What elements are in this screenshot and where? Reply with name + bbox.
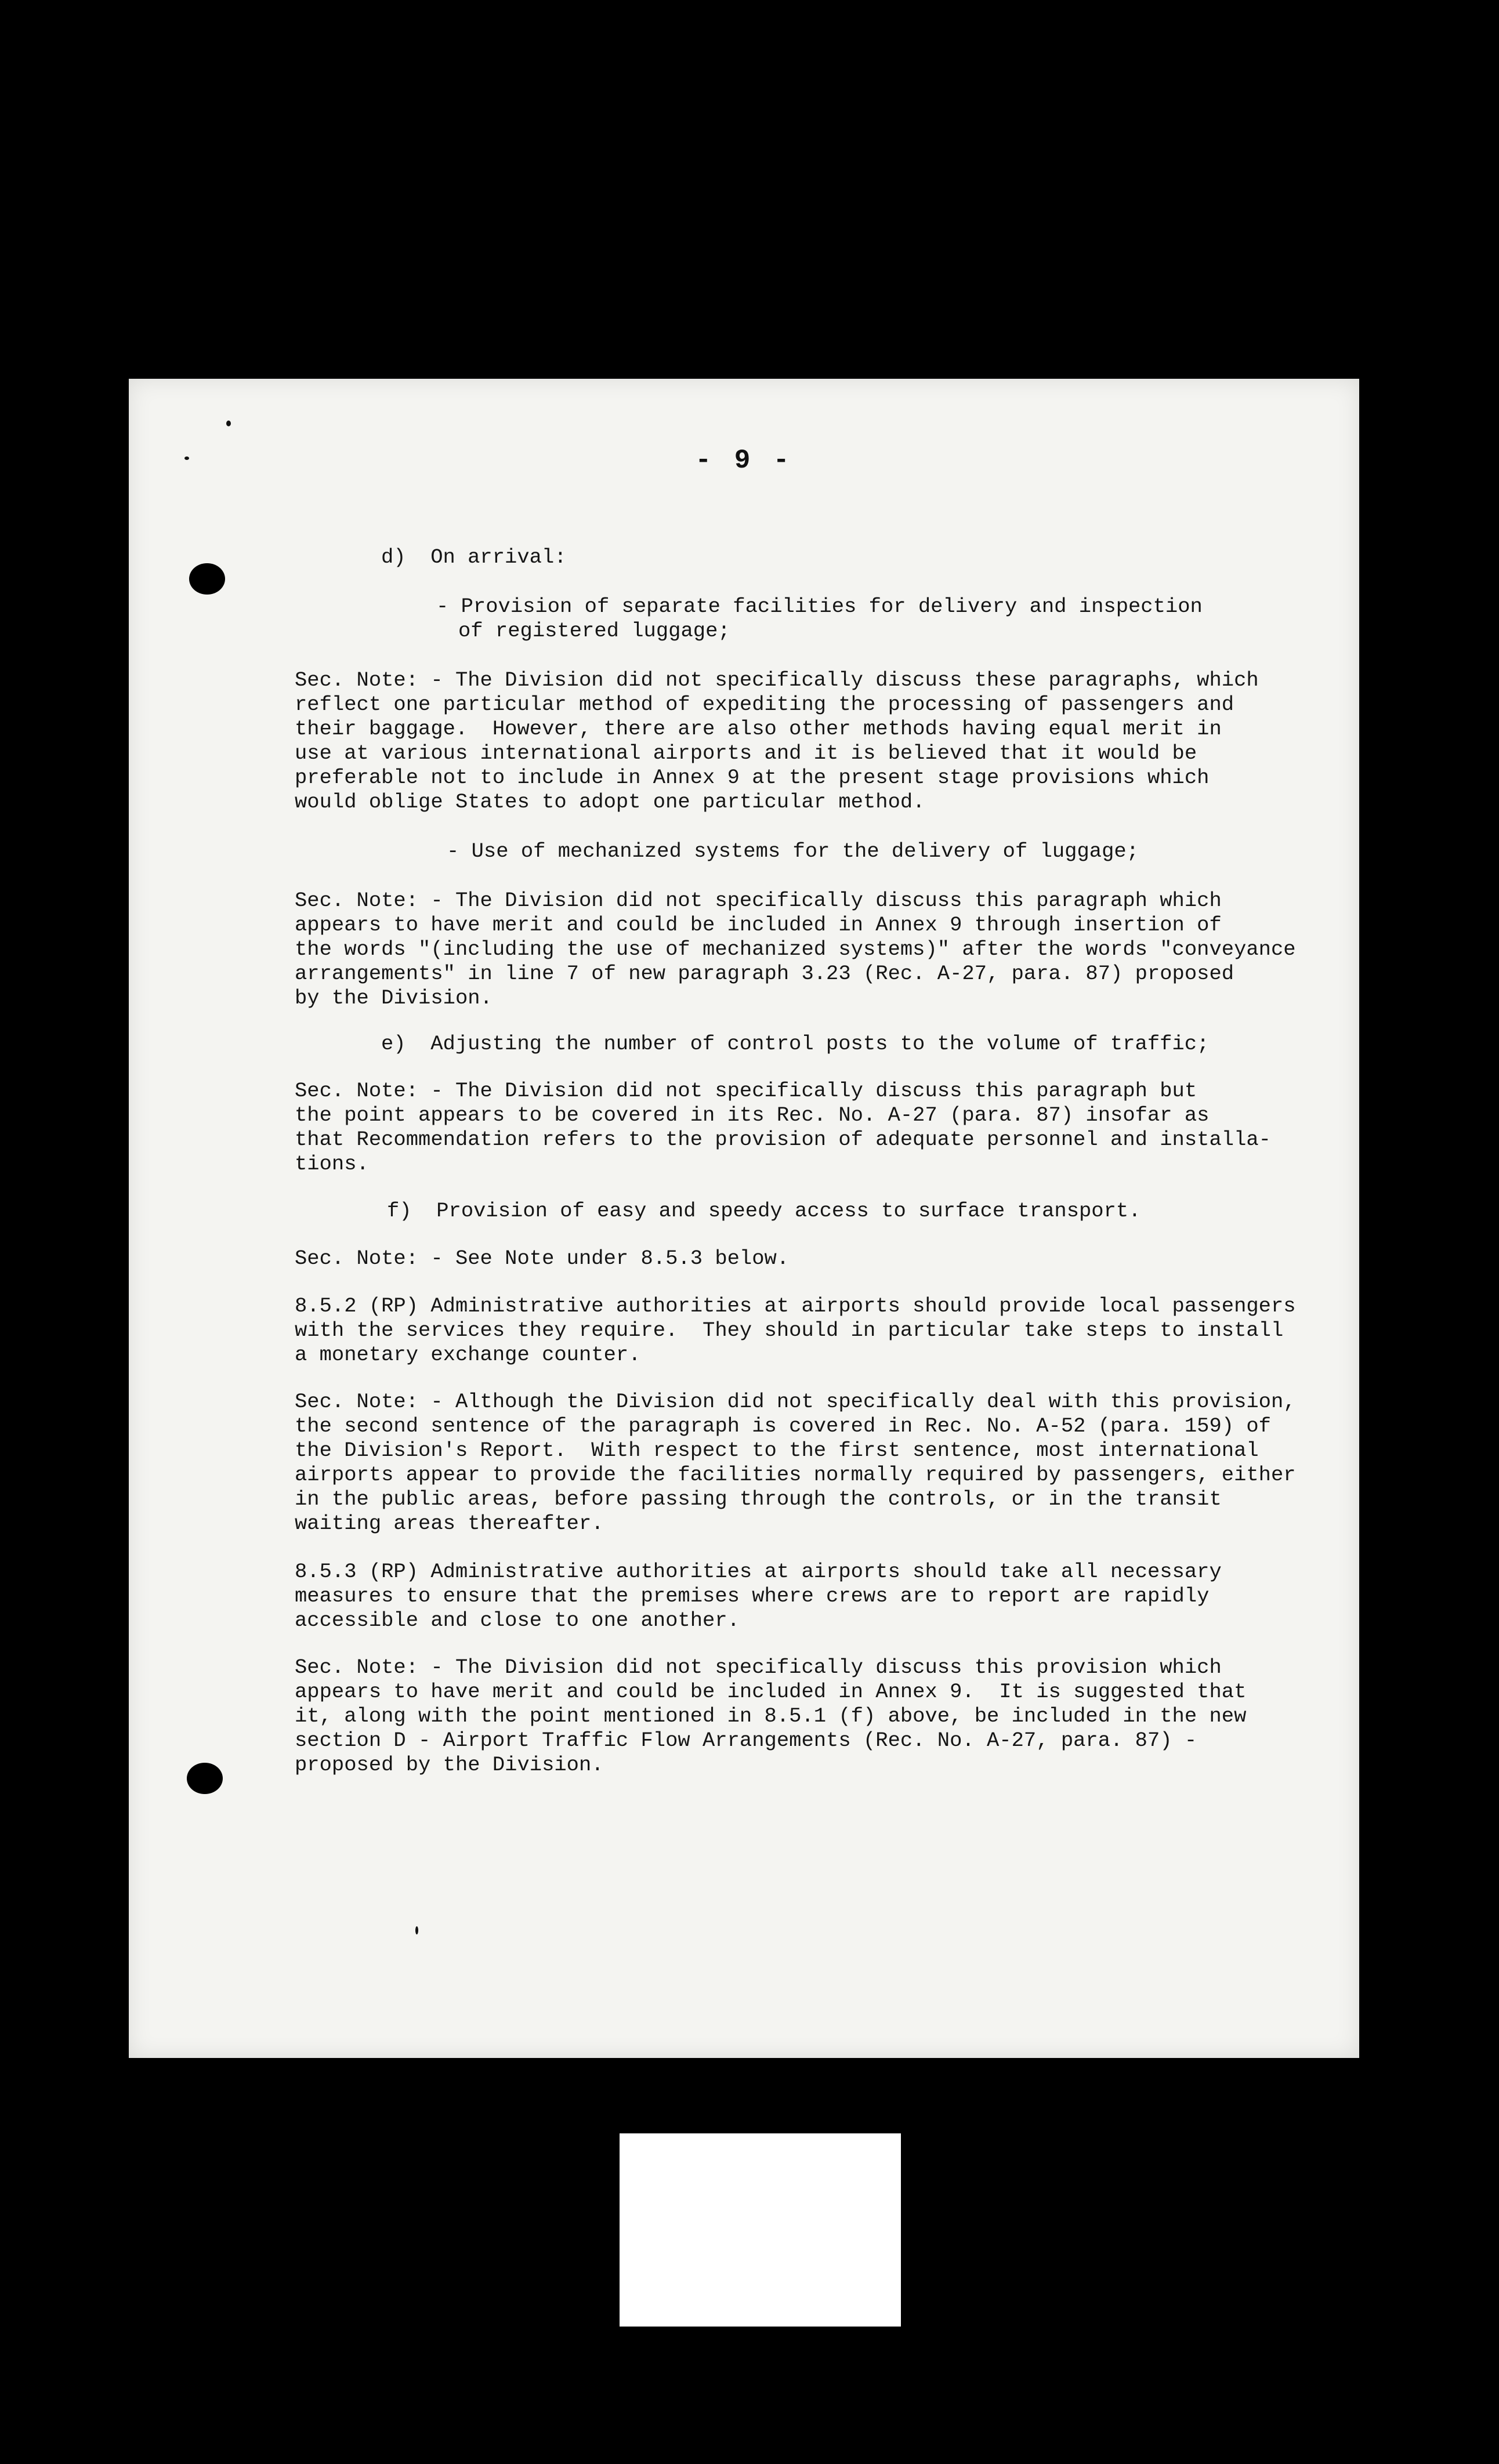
note-line: airports appear to provide the facilities normally required by passengers, either <box>295 1463 1296 1487</box>
note-line: the words "(including the use of mechanized systems)" after the words "conveyance <box>295 937 1296 961</box>
note-line: waiting areas thereafter. <box>295 1512 604 1535</box>
note-line: Sec. Note: - Although the Division did not specifically deal with this provision, <box>295 1390 1296 1414</box>
note-line: would oblige States to adopt one particular method. <box>295 790 925 814</box>
note-line: tions. <box>295 1152 369 1176</box>
note-line: Sec. Note: - The Division did not specifically discuss this paragraph but <box>295 1079 1197 1103</box>
note-line: it, along with the point mentioned in 8.5.1 (f) above, be included in the new <box>295 1704 1247 1728</box>
section-d-item2: - Use of mechanized systems for the delivery of luggage; <box>447 839 1139 863</box>
note-line: section D - Airport Traffic Flow Arrangements (Rec. No. A-27, para. 87) - <box>295 1729 1197 1752</box>
note-line: Sec. Note: - The Division did not specifically discuss these paragraphs, which <box>295 668 1259 692</box>
note-line: appears to have merit and could be included in Annex 9 through insertion of <box>295 913 1222 937</box>
note-line: Sec. Note: - The Division did not specifically discuss this paragraph which <box>295 889 1222 912</box>
note-line: the second sentence of the paragraph is covered in Rec. No. A-52 (para. 159) of <box>295 1414 1271 1438</box>
note-line: proposed by the Division. <box>295 1753 604 1777</box>
note-line: the Division's Report. With respect to the first sentence, most international <box>295 1438 1259 1462</box>
section-d-heading: d) On arrival: <box>381 545 567 569</box>
note-line: that Recommendation refers to the provision of adequate personnel and installa- <box>295 1128 1271 1151</box>
paragraph-line: accessible and close to one another. <box>295 1608 740 1632</box>
paragraph-line: 8.5.3 (RP) Administrative authorities at airports should take all necessary <box>295 1560 1222 1584</box>
paragraph-line: with the services they require. They should in particular take steps to install <box>295 1318 1284 1342</box>
paragraph-line: measures to ensure that the premises where crews are to report are rapidly <box>295 1584 1210 1608</box>
paper-speck <box>226 421 231 426</box>
note-line: their baggage. However, there are also other methods having equal merit in <box>295 717 1222 741</box>
note-line: by the Division. <box>295 986 493 1010</box>
section-d-item1-line2: of registered luggage; <box>458 619 730 643</box>
note-line: the point appears to be covered in its Rec. No. A-27 (para. 87) insofar as <box>295 1103 1210 1127</box>
punch-hole-top <box>189 563 225 595</box>
note-line: Sec. Note: - The Division did not specifically discuss this provision which <box>295 1655 1222 1679</box>
document-page <box>129 379 1359 2058</box>
blank-white-label <box>620 2133 901 2327</box>
note-line: reflect one particular method of expediting the processing of passengers and <box>295 693 1234 716</box>
punch-hole-bottom <box>187 1763 223 1794</box>
note-line: appears to have merit and could be included in Annex 9. It is suggested that <box>295 1680 1247 1704</box>
page-number: - 9 - <box>695 445 793 476</box>
section-e-heading: e) Adjusting the number of control posts to the volume of traffic; <box>381 1032 1210 1056</box>
paragraph-line: a monetary exchange counter. <box>295 1343 641 1367</box>
note-line: arrangements" in line 7 of new paragraph 3.23 (Rec. A-27, para. 87) proposed <box>295 962 1234 985</box>
paragraph-line: 8.5.2 (RP) Administrative authorities at airports should provide local passengers <box>295 1294 1296 1318</box>
paper-speck <box>415 1926 418 1934</box>
section-d-item1-line1: - Provision of separate facilities for delivery and inspection <box>436 595 1203 618</box>
note-line: preferable not to include in Annex 9 at the present stage provisions which <box>295 766 1210 789</box>
note-line: in the public areas, before passing through the controls, or in the transit <box>295 1487 1222 1511</box>
note-line: use at various international airports and it is believed that it would be <box>295 741 1197 765</box>
sec-note-4: Sec. Note: - See Note under 8.5.3 below. <box>295 1247 790 1270</box>
section-f-heading: f) Provision of easy and speedy access to surface transport. <box>387 1199 1141 1223</box>
